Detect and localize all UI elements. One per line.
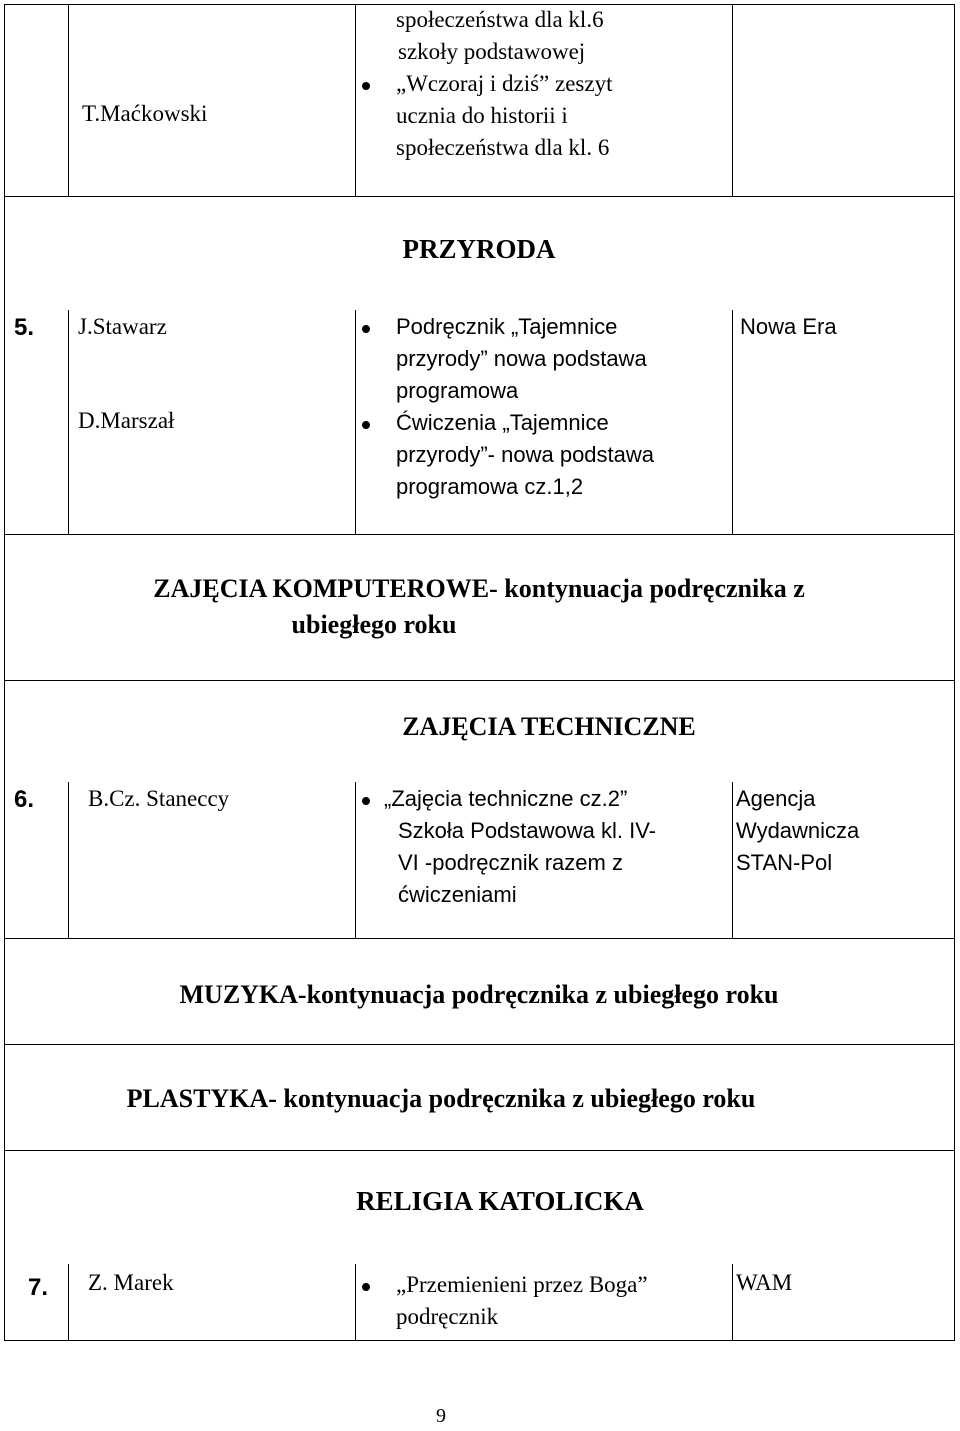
- book-line: ucznia do historii i: [396, 103, 568, 128]
- book-line: „Wczoraj i dziś” zeszyt: [396, 71, 613, 96]
- table-rule: [732, 310, 733, 534]
- book-line: VI -podręcznik razem z: [398, 850, 623, 875]
- section-heading: PRZYRODA: [402, 234, 556, 264]
- table-rule: [68, 1264, 69, 1340]
- bullet-icon: [362, 1283, 370, 1291]
- table-rule: [4, 534, 954, 535]
- book-line: „Zajęcia techniczne cz.2”: [384, 786, 628, 811]
- table-rule: [4, 196, 954, 197]
- book-line: Podręcznik „Tajemnice: [396, 314, 618, 339]
- author-cell: Z. Marek: [88, 1270, 174, 1295]
- book-line: podręcznik: [396, 1304, 499, 1329]
- section-heading: ZAJĘCIA TECHNICZNE: [402, 712, 696, 741]
- table-rule: [732, 782, 733, 938]
- bullet-icon: [362, 797, 370, 805]
- table-rule: [732, 4, 733, 196]
- table-rule: [68, 782, 69, 938]
- table-rule: [4, 1340, 954, 1341]
- book-line: programowa cz.1,2: [396, 474, 584, 499]
- table-rule: [4, 4, 5, 1341]
- table-rule: [4, 680, 954, 681]
- section-heading: RELIGIA KATOLICKA: [356, 1186, 644, 1216]
- bullet-icon: [362, 421, 370, 429]
- publisher-cell: STAN-Pol: [736, 850, 833, 875]
- publisher-cell: Nowa Era: [740, 314, 837, 339]
- bullet-icon: [362, 325, 370, 333]
- section-heading: PLASTYKA- kontynuacja podręcznika z ubiegłego roku: [126, 1084, 756, 1113]
- page-number: 9: [436, 1405, 446, 1427]
- table-rule: [355, 4, 356, 196]
- book-line: społeczeństwa dla kl.6: [396, 7, 604, 32]
- book-line: Ćwiczenia „Tajemnice: [396, 410, 609, 435]
- bullet-icon: [362, 82, 370, 90]
- section-heading: ZAJĘCIA KOMPUTEROWE- kontynuacja podręcznika z: [153, 574, 805, 603]
- table-rule: [4, 1044, 954, 1045]
- book-line: programowa: [396, 378, 519, 403]
- publisher-cell: Wydawnicza: [736, 818, 860, 843]
- table-rule: [68, 4, 69, 196]
- section-heading: ubiegłego roku: [291, 610, 457, 639]
- book-line: ćwiczeniami: [398, 882, 517, 907]
- table-rule: [68, 310, 69, 534]
- table-rule: [4, 938, 954, 939]
- book-line: społeczeństwa dla kl. 6: [396, 135, 610, 160]
- author-cell: T.Maćkowski: [82, 101, 208, 126]
- book-line: przyrody”- nowa podstawa: [396, 442, 655, 467]
- row-number: 6.: [14, 786, 35, 813]
- table-rule: [4, 1150, 954, 1151]
- row-number: 7.: [28, 1274, 49, 1301]
- book-line: szkoły podstawowej: [398, 39, 586, 64]
- table-rule: [355, 310, 356, 534]
- book-line: Szkoła Podstawowa kl. IV-: [398, 818, 657, 843]
- book-line: „Przemienieni przez Boga”: [396, 1272, 648, 1297]
- row-number: 5.: [14, 314, 35, 341]
- table-rule: [732, 1264, 733, 1340]
- author-cell: B.Cz. Staneccy: [88, 786, 230, 811]
- publisher-cell: WAM: [736, 1270, 793, 1295]
- table-rule: [355, 1264, 356, 1340]
- table-rule: [954, 4, 955, 1341]
- table-rule: [355, 782, 356, 938]
- section-heading: MUZYKA-kontynuacja podręcznika z ubiegłego roku: [179, 980, 779, 1009]
- author-cell: J.Stawarz: [78, 314, 167, 339]
- publisher-cell: Agencja: [736, 786, 816, 811]
- author-cell: D.Marszał: [78, 408, 175, 433]
- book-line: przyrody” nowa podstawa: [396, 346, 647, 371]
